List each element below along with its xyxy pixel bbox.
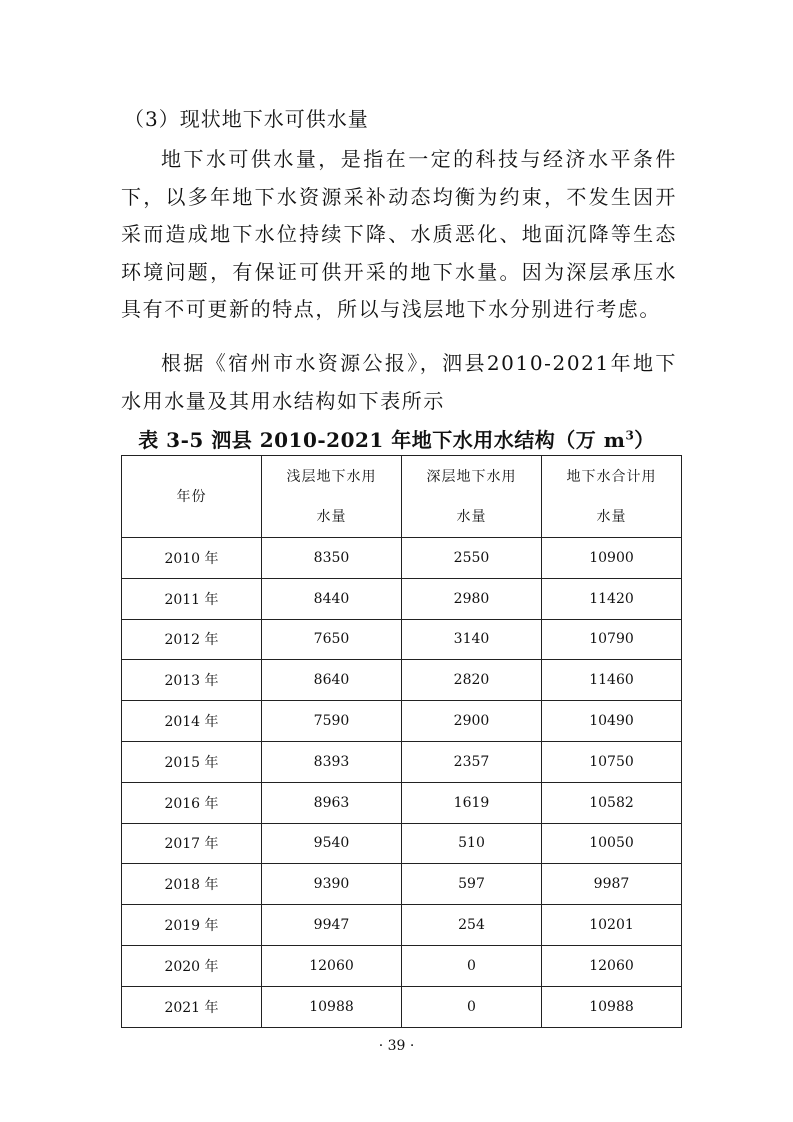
table-row [122,619,682,660]
cell-shallow: 9947 [262,905,402,946]
cell-year: 2021 年 [122,986,262,1027]
cell-total: 10582 [542,782,682,823]
table-title-superscript: 3 [625,428,635,443]
cell-shallow: 8963 [262,782,402,823]
cell-year: 2016 年 [122,782,262,823]
cell-deep: 597 [402,864,542,905]
cell-year: 2019 年 [122,905,262,946]
cell-deep: 2357 [402,741,542,782]
cell-year: 2017 年 [122,823,262,864]
header-deep: 深层地下水用水量 [402,456,542,538]
table-row [122,578,682,619]
table-row [122,741,682,782]
table-row [122,986,682,1027]
cell-deep: 2550 [402,538,542,579]
table-row [122,905,682,946]
cell-total: 10750 [542,741,682,782]
table-row [122,538,682,579]
table-row [122,701,682,742]
cell-total: 11460 [542,660,682,701]
header-total: 地下水合计用水量 [542,456,682,538]
cell-total: 10790 [542,619,682,660]
cell-deep: 2820 [402,660,542,701]
cell-total: 10050 [542,823,682,864]
cell-shallow: 9390 [262,864,402,905]
cell-shallow: 7590 [262,701,402,742]
cell-year: 2020 年 [122,945,262,986]
cell-shallow: 8640 [262,660,402,701]
page-number: · 39 · [378,1038,415,1054]
cell-deep: 3140 [402,619,542,660]
header-year: 年份 [122,456,262,538]
groundwater-use-table [121,455,682,1028]
table-row [122,660,682,701]
paragraph-definition: 地下水可供水量，是指在一定的科技与经济水平条件下，以多年地下水资源采补动态均衡为约束，不发生因开采而造成地下水位持续下降、水质恶化、地面沉降等生态环境问题，有保证可供开采的地下水量。因为深层承压水具有不可更新的特点，所以与浅层地下水分别进行考虑。 [121,147,677,321]
cell-deep: 1619 [402,782,542,823]
table-row [122,945,682,986]
cell-deep: 2900 [402,701,542,742]
table-title-end: ） [634,428,655,452]
cell-shallow: 7650 [262,619,402,660]
cell-shallow: 8393 [262,741,402,782]
cell-shallow: 8350 [262,538,402,579]
section-heading: （3）现状地下水可供水量 [124,107,369,131]
cell-total: 11420 [542,578,682,619]
cell-deep: 0 [402,945,542,986]
table-title [0,424,793,453]
cell-total: 9987 [542,864,682,905]
table-row [122,823,682,864]
table-title-text: 表 3-5 泗县 2010-2021 年地下水用水结构（万 m [138,428,626,452]
cell-year: 2018 年 [122,864,262,905]
cell-deep: 510 [402,823,542,864]
cell-deep: 0 [402,986,542,1027]
table-header-row [122,456,682,538]
cell-deep: 2980 [402,578,542,619]
cell-year: 2014 年 [122,701,262,742]
cell-shallow: 8440 [262,578,402,619]
cell-year: 2011 年 [122,578,262,619]
header-shallow: 浅层地下水用水量 [262,456,402,538]
cell-deep: 254 [402,905,542,946]
paragraph-intro-table: 根据《宿州市水资源公报》，泗县2010-2021年地下水用水量及其用水结构如下表所示 [121,351,677,413]
table-row [122,864,682,905]
cell-shallow: 12060 [262,945,402,986]
cell-year: 2013 年 [122,660,262,701]
cell-year: 2012 年 [122,619,262,660]
cell-total: 12060 [542,945,682,986]
table-row [122,782,682,823]
cell-shallow: 9540 [262,823,402,864]
cell-total: 10988 [542,986,682,1027]
cell-shallow: 10988 [262,986,402,1027]
cell-total: 10490 [542,701,682,742]
cell-year: 2015 年 [122,741,262,782]
cell-year: 2010 年 [122,538,262,579]
cell-total: 10201 [542,905,682,946]
cell-total: 10900 [542,538,682,579]
